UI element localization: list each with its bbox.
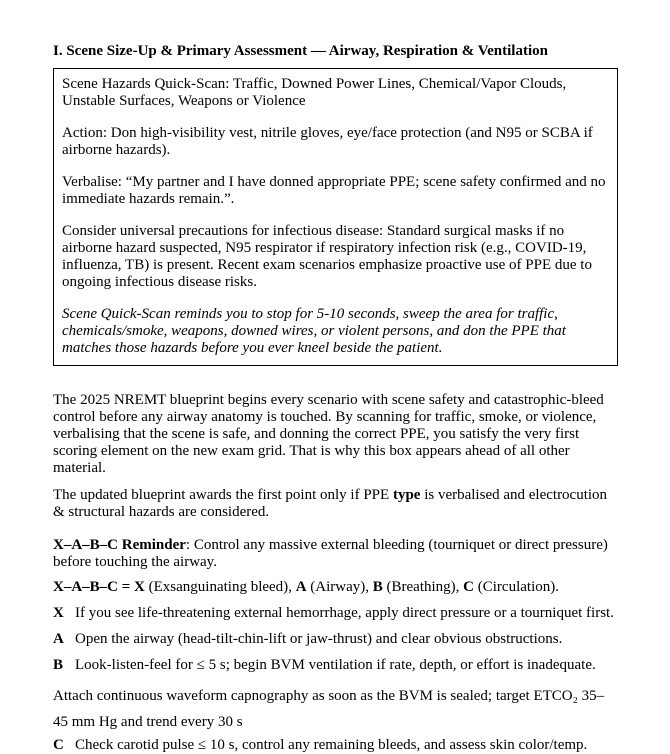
section-heading: I. Scene Size-Up & Primary Assessment — Airway, Respiration & Ventilation xyxy=(53,43,548,59)
xabc-letter-c: C xyxy=(53,737,64,753)
xabc-item-a xyxy=(53,631,618,648)
paragraph-capnography: Attach continuous waveform capnography as soon as the BVM is sealed; target ETCO₂ 35–45 mm Hg and trend every 30 s xyxy=(53,688,605,730)
paragraph-nremt-blueprint: The 2025 NREMT blueprint begins every scenario with scene safety and catastrophic-bleed control before any airway anatomy is touched. By scanning for traffic, smoke, or violence, verbalising that the scene is safe, and donning the correct PPE, you satisfy the very first scoring element on the new exam grid. That is why this box appears ahead of all other material. xyxy=(53,392,604,476)
xabc-text-b: Look-listen-feel for ≤ 5 s; begin BVM ventilation if rate, depth, or effort is inadequate. xyxy=(75,657,596,673)
box-paragraph-universal-precautions: Consider universal precautions for infectious disease: Standard surgical masks if no airborne hazard suspected, N95 respirator if respiratory infection risk (e.g., COVID-19, influenza, TB) is present. Recent exam scenarios emphasize proactive use of PPE due to ongoing infectious disease risks. xyxy=(62,223,592,290)
box-paragraph-quick-scan-note: Scene Quick-Scan reminds you to stop for 5-10 seconds, sweep the area for traffic, chemicals/smoke, weapons, downed wires, or violent persons, and don the PPE that matches those hazards before you ever kneel beside the patient. xyxy=(62,306,566,356)
xabc-item-b xyxy=(53,657,618,674)
paragraph-updated-blueprint: The updated blueprint awards the first point only if PPE type is verbalised and electrocution & structural hazards are considered. xyxy=(53,487,608,520)
xabc-letter-x: X xyxy=(53,605,64,621)
paragraph-xabc-reminder: X–A–B–C Reminder: Control any massive external bleeding (tourniquet or direct pressure) before touching the airway. xyxy=(53,537,608,570)
box-paragraph-action: Action: Don high-visibility vest, nitrile gloves, eye/face protection (and N95 or SCBA if airborne hazards). xyxy=(62,125,593,158)
box-paragraph-scene-hazards: Scene Hazards Quick-Scan: Traffic, Downed Power Lines, Chemical/Vapor Clouds, Unstable Surfaces, Weapons or Violence xyxy=(62,76,567,109)
xabc-letter-a: A xyxy=(53,631,64,647)
scene-hazards-quick-scan-box xyxy=(53,68,618,366)
box-paragraph-verbalise: Verbalise: “My partner and I have donned appropriate PPE; scene safety confirmed and no immediate hazards remain.”. xyxy=(62,174,606,207)
body-section xyxy=(53,392,618,754)
xabc-letter-b: B xyxy=(53,657,64,673)
xabc-item-x xyxy=(53,605,618,622)
xabc-text-a: Open the airway (head-tilt-chin-lift or jaw-thrust) and clear obvious obstructions. xyxy=(75,631,563,647)
xabc-item-c xyxy=(53,737,618,754)
xabc-text-c: Check carotid pulse ≤ 10 s, control any remaining bleeds, and assess skin color/temp. xyxy=(75,737,588,753)
paragraph-xabc-equation: X–A–B–C = X (Exsanguinating bleed), A (Airway), B (Breathing), C (Circulation). xyxy=(53,579,559,595)
xabc-text-x: If you see life-threatening external hemorrhage, apply direct pressure or a tourniquet first. xyxy=(75,605,614,621)
